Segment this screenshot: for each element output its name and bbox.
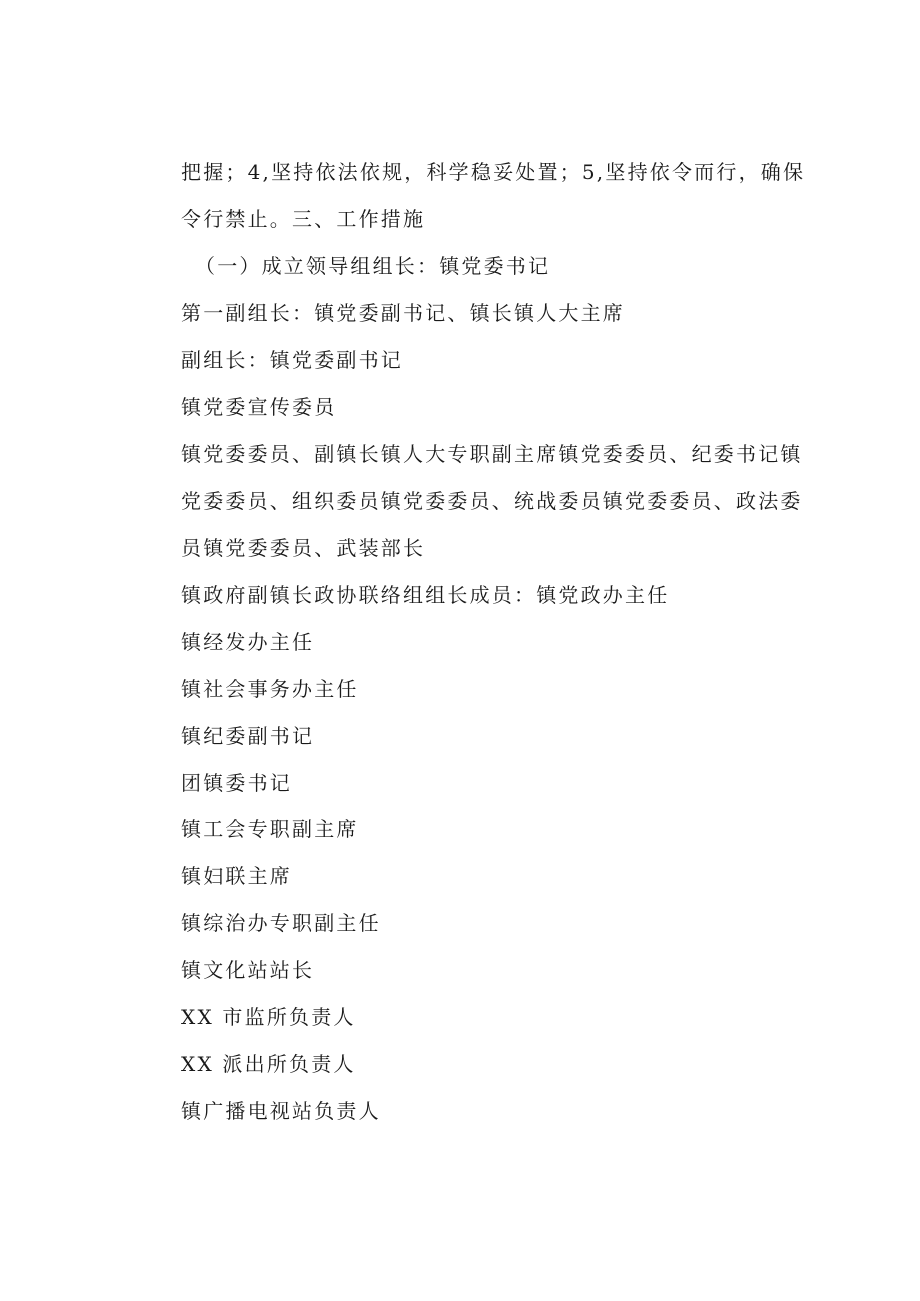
text-line: 镇综治办专职副主任 <box>181 911 381 935</box>
text-line: 镇纪委副书记 <box>181 724 315 748</box>
text-line: 令行禁止。三、工作措施 <box>181 207 426 231</box>
text-line: 镇工会专职副主席 <box>181 817 359 841</box>
text-line: 镇党委委员、副镇长镇人大专职副主席镇党委委员、纪委书记镇 <box>181 442 803 466</box>
section-heading: （一）成立领导组组长：镇党委书记 <box>195 254 551 278</box>
text-line: 副组长：镇党委副书记 <box>181 348 403 372</box>
text-line: 员镇党委委员、武装部长 <box>181 536 426 560</box>
text-line: 镇文化站站长 <box>181 958 315 982</box>
text-line: 第一副组长：镇党委副书记、镇长镇人大主席 <box>181 301 625 325</box>
text-line: 把握；4,坚持依法依规，科学稳妥处置；5,坚持依令而行，确保 <box>181 160 806 184</box>
text-line: 镇社会事务办主任 <box>181 677 359 701</box>
text-line: 镇党委宣传委员 <box>181 395 337 419</box>
text-line: XX 派出所负责人 <box>181 1052 356 1076</box>
text-line: 镇妇联主席 <box>181 864 292 888</box>
text-line: 团镇委书记 <box>181 771 292 795</box>
text-line: 党委委员、组织委员镇党委委员、统战委员镇党委委员、政法委 <box>181 489 803 513</box>
text-line: 镇广播电视站负责人 <box>181 1099 381 1123</box>
text-line: XX 市监所负责人 <box>181 1005 356 1029</box>
text-line: 镇政府副镇长政协联络组组长成员：镇党政办主任 <box>181 583 670 607</box>
text-line: 镇经发办主任 <box>181 630 315 654</box>
